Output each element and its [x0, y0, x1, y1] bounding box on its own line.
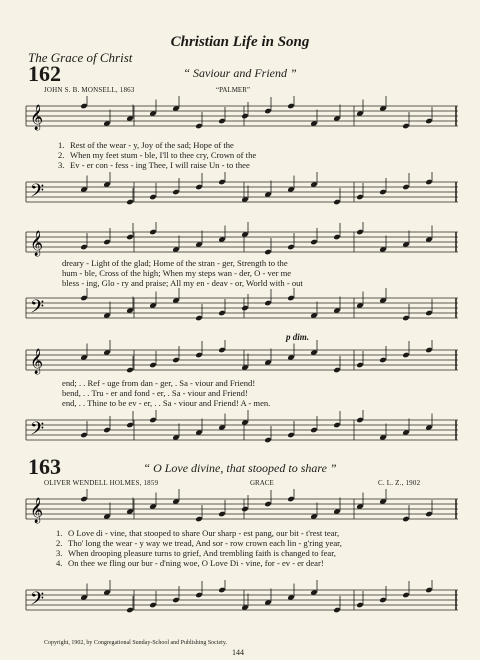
- dynamic-marking: p dim.: [286, 332, 310, 342]
- bass-clef-icon: 𝄢: [30, 181, 45, 206]
- verse-line: 1. O Love di - vine, that stooped to share Our sharp - est pang, our bit - t'rest tear,: [56, 528, 340, 538]
- verse-line: end; . . Ref - uge from dan - ger, . Sa - viour and Friend!: [62, 378, 256, 388]
- music-staff-bass: [24, 288, 460, 330]
- page-number: 144: [232, 648, 244, 657]
- bass-clef-icon: 𝄢: [30, 297, 45, 322]
- verse-line: 3. Ev - er con - fess - ing Thee, I will raise Un - to thee: [58, 160, 250, 170]
- hymn-162-author: JOHN S. B. MONSELL, 1863: [44, 86, 135, 94]
- treble-clef-icon: 𝄞: [30, 231, 44, 256]
- music-staff-bass: [24, 410, 460, 452]
- hymn-163-composer: C. L. Z., 1902: [378, 479, 421, 487]
- verse-line: 1. Rest of the wear - y, Joy of the sad; Hope of the: [58, 140, 234, 150]
- staff-lines: [24, 580, 460, 622]
- hymn-163-number: 163: [28, 454, 61, 479]
- verse-line: 3. When drooping pleasure turns to grief, And trembling faith is changed to fear,: [56, 548, 336, 558]
- hymn-162-tune: “PALMER”: [216, 86, 250, 94]
- verse-line: bend, . . Tru - er and fond - er, . Sa - viour and Friend!: [62, 388, 248, 398]
- staff-lines: [24, 172, 460, 214]
- treble-clef-icon: 𝄞: [30, 105, 44, 130]
- music-staff-bass: [24, 172, 460, 214]
- verse-block: [58, 140, 256, 170]
- hymn-162-number: 162: [28, 61, 61, 86]
- verse-line: bless - ing, Glo - ry and praise; All my en - deav - or, World with - out: [62, 278, 303, 288]
- staff-lines: [24, 489, 460, 531]
- verse-line: end, . . Thine to be ev - er, . . Sa - viour and Friend! A - men.: [62, 398, 271, 408]
- treble-clef-icon: 𝄞: [30, 498, 44, 523]
- staff-lines: [24, 340, 460, 382]
- hymn-163-tune: GRACE: [250, 479, 274, 487]
- copyright-notice: Copyright, 1902, by Congregational Sunday-School and Publishing Society.: [44, 640, 227, 646]
- staff-lines: [24, 410, 460, 452]
- hymn-162-subtitle: “ Saviour and Friend ”: [183, 66, 297, 80]
- hymn-163-subtitle: “ O Love divine, that stooped to share ”: [143, 461, 337, 475]
- bass-clef-icon: 𝄢: [30, 419, 45, 444]
- music-staff-treble: [24, 489, 460, 531]
- music-staff-treble: [24, 96, 460, 138]
- verse-block: [56, 528, 342, 568]
- verse-line: hum - ble, Cross of the high; When my steps wan - der, O - ver me: [62, 268, 292, 278]
- verse-line: 2. Tho' long the wear - y way we tread, And sor - row crown each lin - g'ring year,: [56, 538, 342, 548]
- staff-lines: [24, 96, 460, 138]
- treble-clef-icon: 𝄞: [30, 349, 44, 374]
- hymn-163-author: OLIVER WENDELL HOLMES, 1859: [44, 479, 159, 487]
- verse-line: 4. On thee we fling our bur - d'ning woe, O Love Di - vine, for - ev - er dear!: [56, 558, 324, 568]
- bass-clef-icon: 𝄢: [30, 589, 45, 614]
- staff-lines: [24, 288, 460, 330]
- music-staff-bass: [24, 580, 460, 622]
- verse-line: dreary - Light of the glad; Home of the stran - ger, Strength to the: [62, 258, 288, 268]
- verse-line: 2. When my feet stum - ble, I'll to thee cry, Crown of the: [58, 150, 257, 160]
- music-staff-treble: [24, 340, 460, 382]
- section-title: Christian Life in Song: [170, 34, 310, 50]
- hymn-162-heading: The Grace of Christ: [28, 50, 133, 65]
- verse-block: [62, 378, 270, 408]
- verse-block: [62, 258, 303, 288]
